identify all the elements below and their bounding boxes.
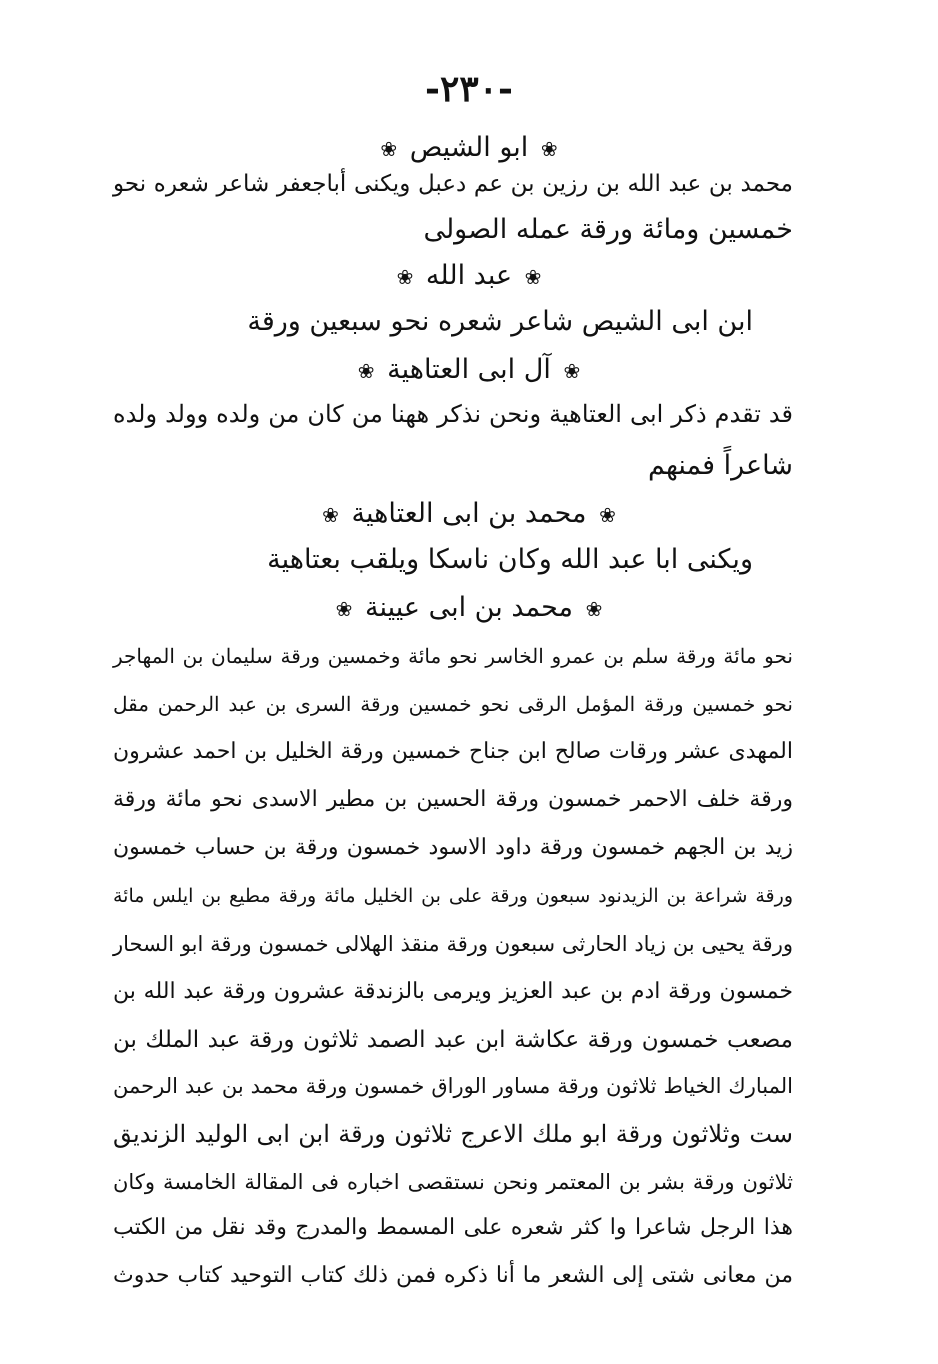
section-heading-al-abi-al-atahiya — [0, 352, 938, 389]
page-number: -٢٣٠- — [425, 68, 513, 110]
flower-ornament-icon: ❀ — [599, 503, 616, 527]
text-line: خمسون ورقة ادم بن عبد العزيز ويرمى بالزندقة عشرون ورقة عبد الله بن — [113, 979, 793, 1004]
text-line: من معانى شتى إلى الشعر ما أنا ذكره فمن ذلك كتاب التوحيد كتاب حدوث — [113, 1263, 793, 1288]
text-line: المبارك الخياط ثلاثون ورقة مساور الوراق خمسون ورقة محمد بن عبد الرحمن — [113, 1074, 793, 1098]
text-line: ورقة شراعة بن الزيدنود سبعون ورقة على بن الخليل مائة ورقة مطيع بن ايلس مائة — [113, 885, 793, 907]
flower-ornament-icon: ❀ — [563, 359, 581, 383]
section-title: آل ابى العتاهية — [387, 354, 551, 385]
text-line: قد تقدم ذكر ابى العتاهية ونحن نذكر ههنا من كان من ولده وولد ولده — [113, 400, 793, 428]
section-title: عبد الله — [425, 260, 513, 291]
text-line: شاعراً فمنهم — [647, 450, 793, 481]
text-line: ورقة خلف الاحمر خمسون ورقة الحسين بن مطير الاسدى نحو مائة ورقة — [113, 787, 793, 812]
section-title: محمد بن ابى العتاهية — [351, 498, 587, 529]
section-title: محمد بن ابى عيينة — [364, 592, 574, 623]
section-heading-muhammad-ibn-abi-uyayna — [0, 590, 938, 627]
section-heading-abu-al-shis — [0, 130, 938, 167]
text-line: ثلاثون ورقة بشر بن المعتمر ونحن نستقصى اخباره فى المقالة الخامسة وكان — [113, 1170, 793, 1194]
flower-ornament-icon: ❀ — [357, 359, 375, 383]
text-line: ابن ابى الشيص شاعر شعره نحو سبعين ورقة — [247, 306, 753, 337]
flower-ornament-icon: ❀ — [335, 597, 353, 621]
text-line: ورقة يحيى بن زياد الحارثى سبعون ورقة منقذ الهلالى خمسون ورقة ابو السحار — [113, 932, 793, 956]
text-line: ويكنى ابا عبد الله وكان ناسكا ويلقب بعتاهية — [267, 544, 753, 575]
text-line: ست وثلاثون ورقة ابو ملك الاعرج ثلاثون ورقة ابن ابى الوليد الزنديق — [113, 1120, 793, 1148]
text-line: هذا الرجل شاعرا وا كثر شعره على المسمط والمدرج وقد نقل من الكتب — [113, 1215, 793, 1240]
text-line: زيد بن الجهم خمسون ورقة داود الاسود خمسون ورقة بن حساب خمسون — [113, 835, 793, 860]
text-line: مصعب خمسون ورقة عكاشة ابن عبد الصمد ثلاثون ورقة عبد الملك بن — [113, 1027, 793, 1053]
flower-ornament-icon: ❀ — [322, 503, 339, 527]
text-line: نحو مائة ورقة سلم بن عمرو الخاسر نحو مائة وخمسين ورقة سليمان بن المهاجر — [113, 644, 793, 668]
flower-ornament-icon: ❀ — [585, 597, 603, 621]
flower-ornament-icon: ❀ — [380, 137, 398, 161]
flower-ornament-icon: ❀ — [524, 265, 542, 289]
text-line: نحو خمسين ورقة المؤمل الرقى نحو خمسين ورقة السرى بن عبد الرحمن مقل — [113, 692, 793, 716]
section-heading-abdullah — [0, 258, 938, 295]
text-line: خمسين ومائة ورقة عمله الصولى — [423, 214, 793, 245]
text-line: محمد بن عبد الله بن رزين بن عم دعبل ويكنى أباجعفر شاعر شعره نحو — [113, 171, 793, 197]
section-title: ابو الشيص — [409, 132, 529, 163]
section-heading-muhammad-ibn-abi-al-atahiya — [0, 496, 938, 533]
flower-ornament-icon: ❀ — [540, 137, 558, 161]
text-line: المهدى عشر ورقات صالح ابن جناح خمسين ورقة الخليل بن احمد عشرون — [113, 739, 793, 764]
flower-ornament-icon: ❀ — [396, 265, 414, 289]
